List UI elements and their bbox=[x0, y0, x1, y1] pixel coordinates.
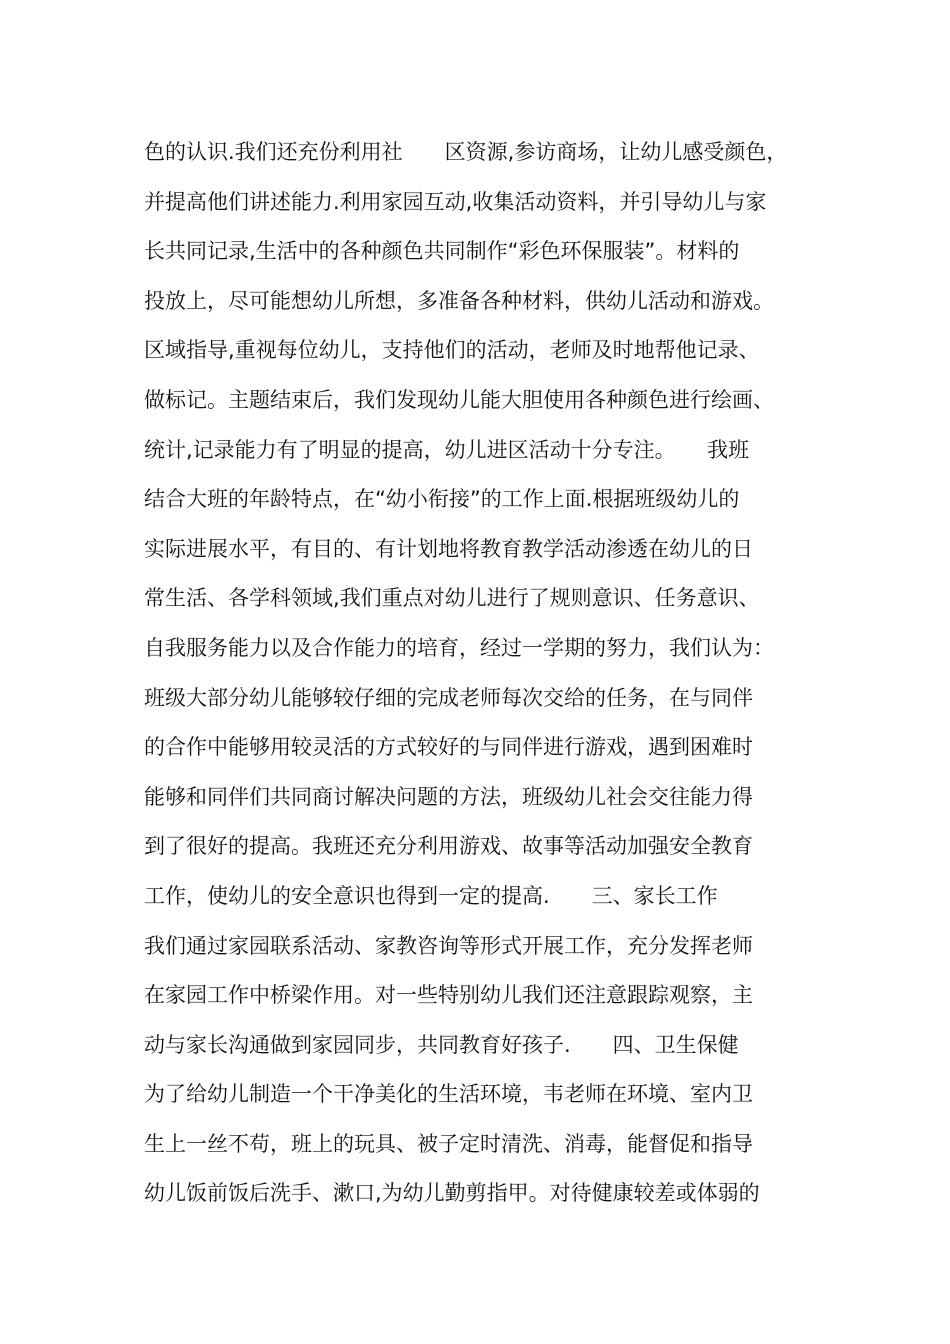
text-line: 幼儿饭前饭后洗手、漱口,为幼儿勤剪指甲。对待健康较差或体弱的 bbox=[144, 1181, 760, 1206]
text-line: 自我服务能力以及合作能力的培育，经过一学期的努力，我们认为： bbox=[144, 635, 774, 660]
text-line: 实际进展水平，有目的、有计划地将教育教学活动渗透在幼儿的日 bbox=[144, 536, 753, 561]
text-line: 投放上，尽可能想幼儿所想，多准备各种材料，供幼儿活动和游戏。 bbox=[144, 288, 774, 313]
text-line: 到了很好的提高。我班还充分利用游戏、故事等活动加强安全教育 bbox=[144, 834, 753, 859]
text-line: 色的认识.我们还充份利用社 区资源,参访商场，让幼儿感受颜色， bbox=[144, 140, 788, 164]
text-line: 为了给幼儿制造一个干净美化的生活环境，韦老师在环境、室内卫 bbox=[144, 1082, 753, 1107]
text-line: 班级大部分幼儿能够较仔细的完成老师每次交给的任务，在与同伴 bbox=[144, 685, 753, 710]
text-line: 能够和同伴们共同商讨解决问题的方法，班级幼儿社会交往能力得 bbox=[144, 784, 753, 809]
text-line: 长共同记录,生活中的各种颜色共同制作“彩色环保服装”。材料的 bbox=[144, 239, 740, 264]
text-line: 做标记。主题结束后，我们发现幼儿能大胆使用各种颜色进行绘画、 bbox=[144, 387, 774, 412]
text-line: 生上一丝不苟，班上的玩具、被子定时清洗、消毒，能督促和指导 bbox=[144, 1131, 753, 1156]
text-line: 在家园工作中桥梁作用。对一些特别幼儿我们还注意跟踪观察，主 bbox=[144, 983, 753, 1008]
text-line: 区域指导,重视每位幼儿，支持他们的活动，老师及时地帮他记录、 bbox=[144, 338, 760, 363]
text-line: 统计,记录能力有了明显的提高，幼儿进区活动十分专注。 我班 bbox=[144, 437, 750, 462]
text-line: 并提高他们讲述能力.利用家园互动,收集活动资料，并引导幼儿与家 bbox=[144, 189, 767, 214]
text-line: 动与家长沟通做到家园同步，共同教育好孩子. 四、卫生保健 bbox=[144, 1032, 739, 1057]
text-line: 常生活、各学科领域,我们重点对幼儿进行了规则意识、任务意识、 bbox=[144, 586, 760, 611]
text-line: 工作，使幼儿的安全意识也得到一定的提高. 三、家长工作 bbox=[144, 883, 718, 908]
text-line: 结合大班的年龄特点，在“幼小衔接”的工作上面.根据班级幼儿的 bbox=[144, 487, 740, 512]
body-text bbox=[144, 128, 844, 1219]
text-line: 的合作中能够用较灵活的方式较好的与同伴进行游戏，遇到困难时 bbox=[144, 735, 753, 760]
text-line: 我们通过家园联系活动、家教咨询等形式开展工作，充分发挥老师 bbox=[144, 933, 753, 958]
